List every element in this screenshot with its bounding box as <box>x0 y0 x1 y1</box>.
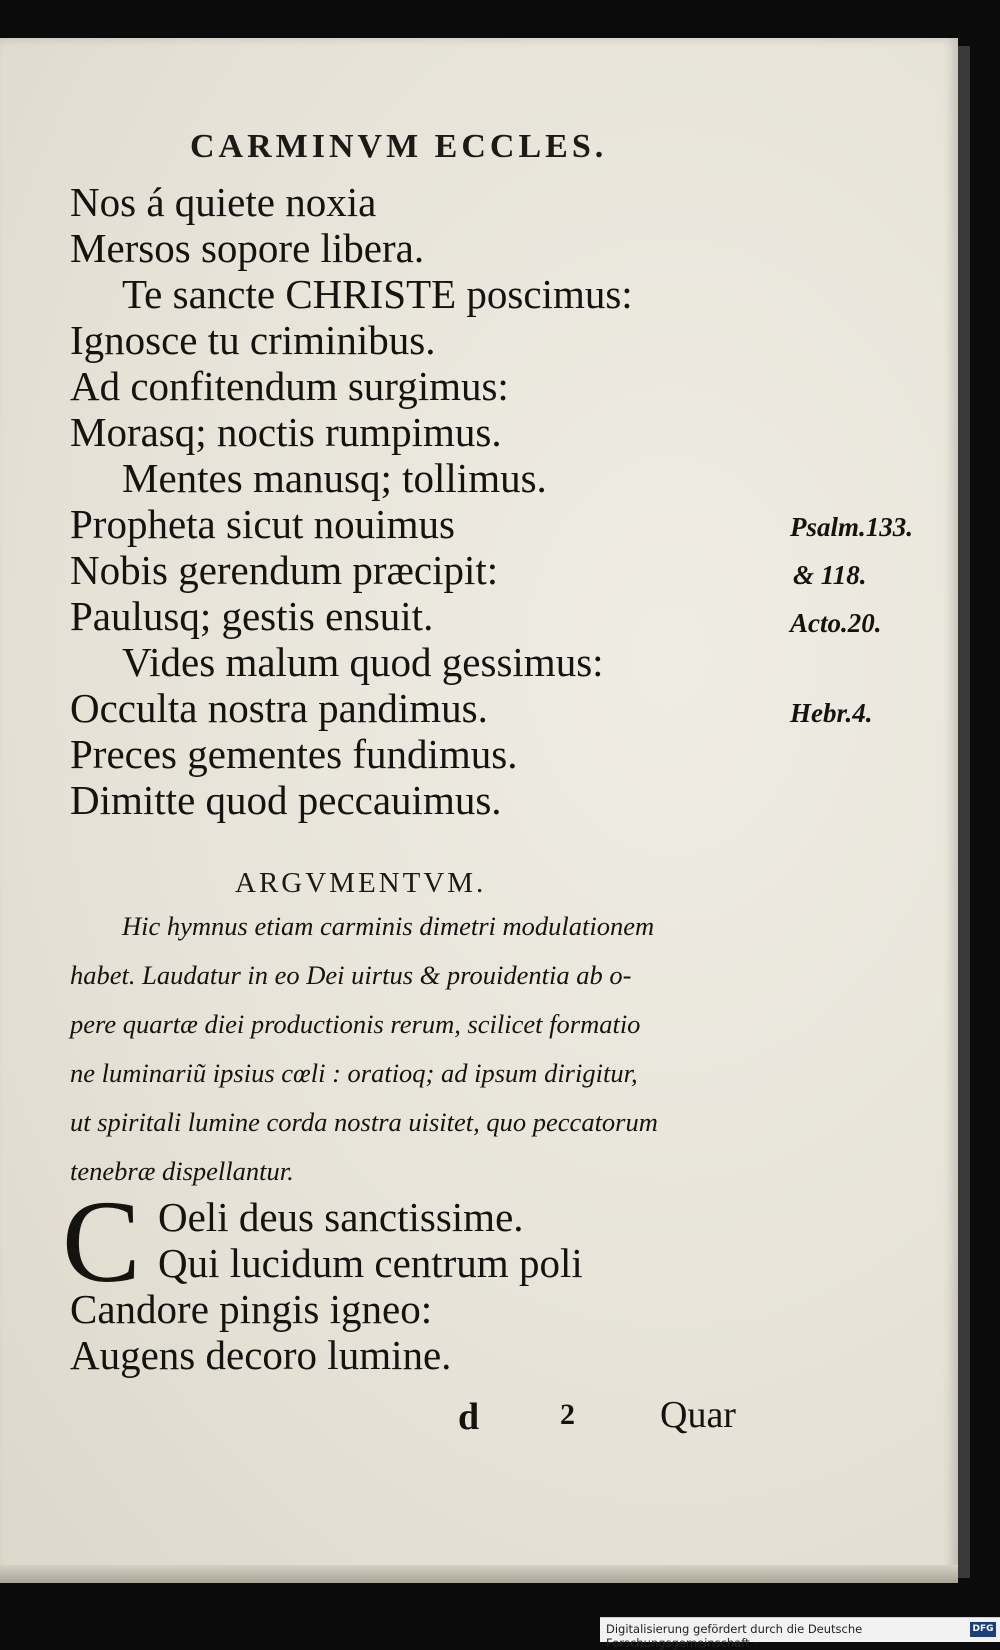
verse-line: Propheta sicut nouimus <box>70 501 455 547</box>
signature-number: 2 <box>560 1398 575 1431</box>
margin-note: & 118. <box>793 560 867 590</box>
verse-line: Oeli deus sanctissime. <box>158 1194 524 1240</box>
drop-cap: C <box>62 1176 141 1307</box>
verse-line: Qui lucidum centrum poli <box>158 1240 583 1286</box>
verse-line: Occulta nostra pandimus. <box>70 685 488 731</box>
signature-mark: d <box>458 1396 480 1438</box>
margin-note: Acto.20. <box>790 608 882 638</box>
verse-line: Morasq; noctis rumpimus. <box>70 409 502 455</box>
running-head: CARMINVM ECCLES. <box>190 128 608 165</box>
verse-line: Dimitte quod peccauimus. <box>70 777 502 823</box>
verse-line: Mentes manusq; tollimus. <box>122 455 547 501</box>
verse-line: Ad confitendum surgimus: <box>70 363 509 409</box>
verse-line: Mersos sopore libera. <box>70 225 425 271</box>
page-edge <box>958 46 970 1578</box>
dfg-logo-icon: DFG <box>970 1622 996 1637</box>
verse-line: Vides malum quod gessimus: <box>122 639 604 685</box>
footer-bar <box>600 1617 1000 1650</box>
page-bottom-edge <box>0 1565 958 1583</box>
argument-line: ne luminariũ ipsius cœli : oratioq; ad ipsum dirigitur, <box>70 1058 638 1088</box>
verse-line: Augens decoro lumine. <box>70 1332 452 1378</box>
argument-line: Hic hymnus etiam carminis dimetri modulationem <box>122 911 655 941</box>
argument-line: ut spiritali lumine corda nostra uisitet, quo peccatorum <box>70 1107 658 1137</box>
argument-line: tenebræ dispellantur. <box>70 1156 294 1186</box>
argument-line: habet. Laudatur in eo Dei uirtus & prouidentia ab o- <box>70 960 632 990</box>
argument-line: pere quartæ diei productionis rerum, scilicet formatio <box>70 1009 641 1039</box>
verse-line: Te sancte CHRISTE poscimus: <box>122 271 633 317</box>
argument-heading: ARGVMENTVM. <box>235 867 487 899</box>
catchword: Quar <box>660 1394 736 1436</box>
verse-line: Nos á quiete noxia <box>70 179 377 225</box>
verse-line: Ignosce tu criminibus. <box>70 317 436 363</box>
verse-line: Preces gementes fundimus. <box>70 731 518 777</box>
margin-note: Hebr.4. <box>790 698 873 728</box>
footer-text: Digitalisierung gefördert durch die Deutsche Forschungsgemeinschaft · <box>606 1622 863 1650</box>
margin-note: Psalm.133. <box>790 512 914 542</box>
verse-line: Candore pingis igneo: <box>70 1286 433 1332</box>
verse-line: Paulusq; gestis ensuit. <box>70 593 434 639</box>
verse-line: Nobis gerendum præcipit: <box>70 547 499 593</box>
